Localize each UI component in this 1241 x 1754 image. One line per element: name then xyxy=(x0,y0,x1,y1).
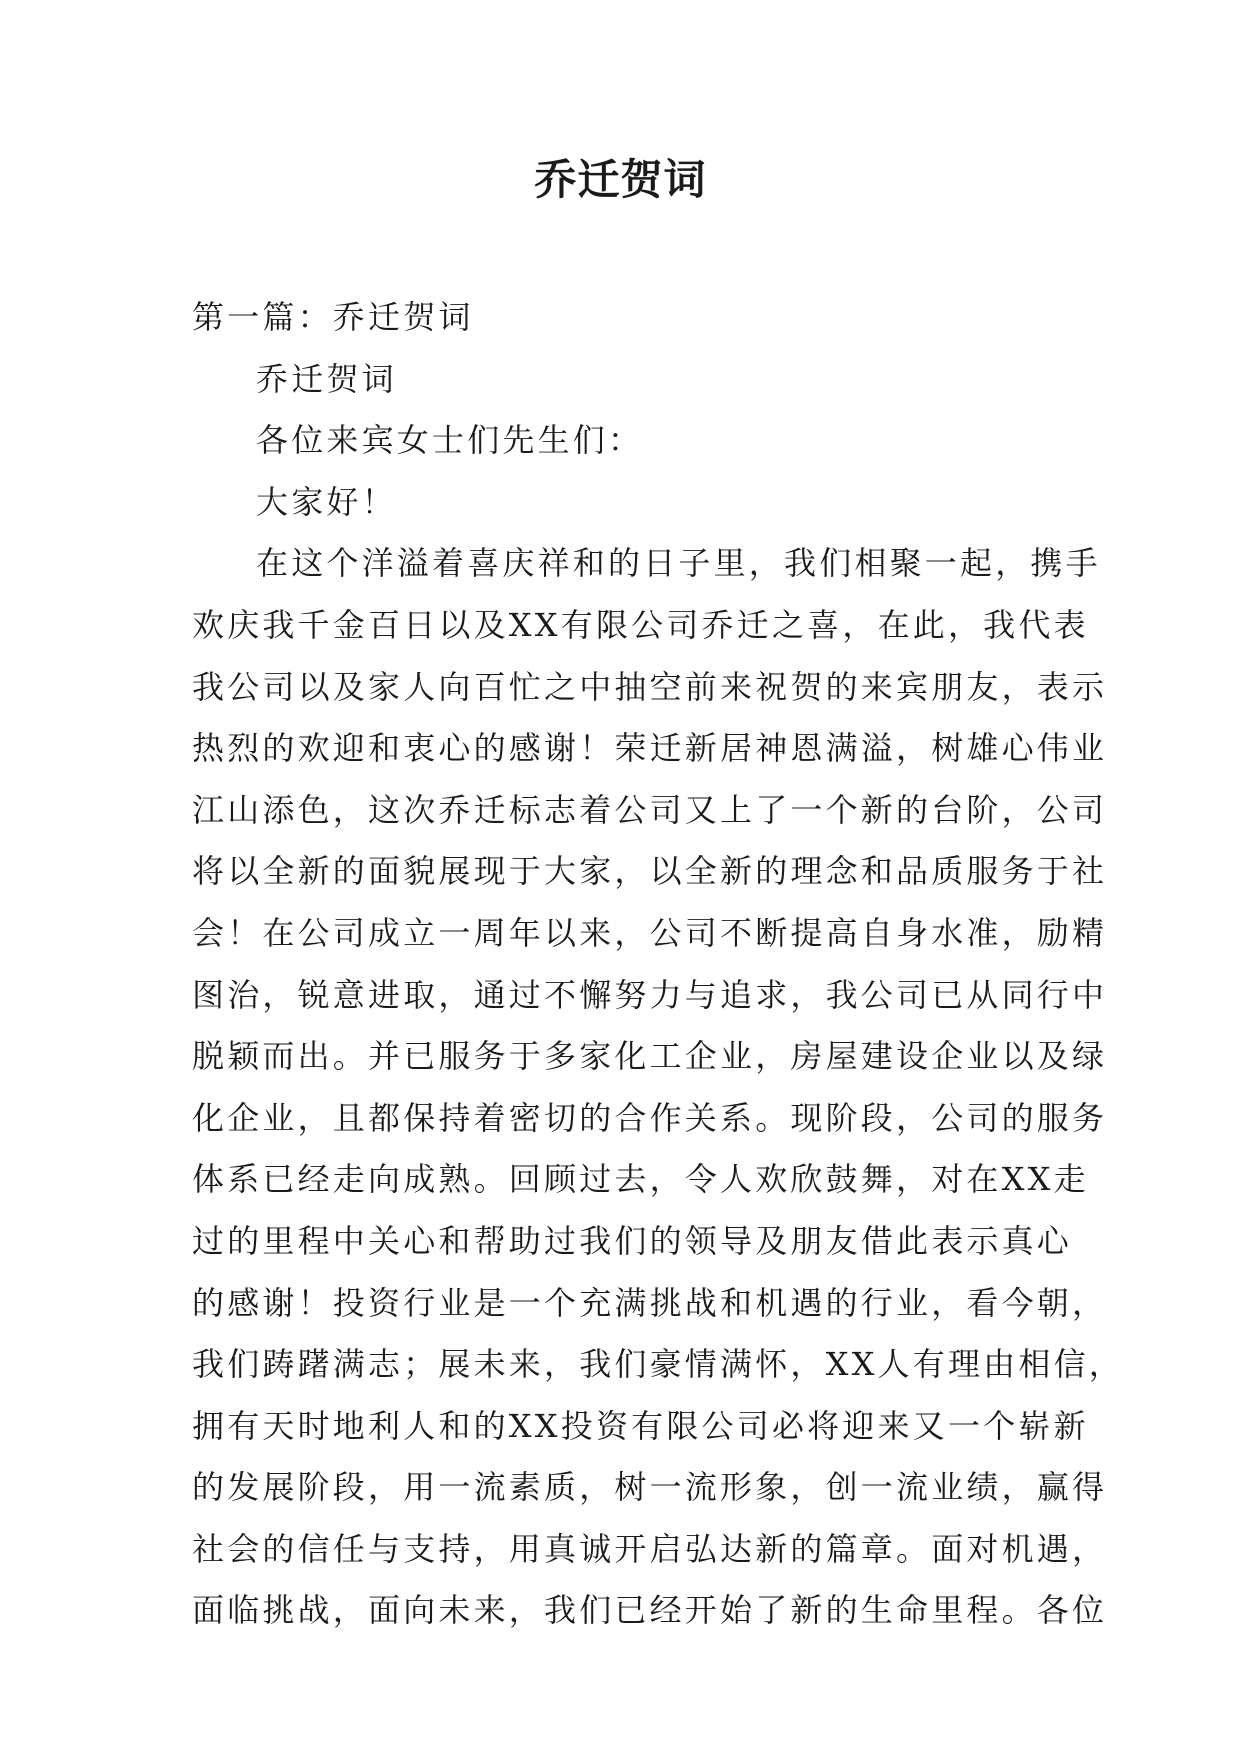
paragraph-line: 面临挑战，面向未来，我们已经开始了新的生命里程。各位 xyxy=(192,1591,1108,1630)
paragraph-line: 化企业，且都保持着密切的合作关系。现阶段，公司的服务 xyxy=(192,1098,1108,1137)
paragraph-line: 过的里程中关心和帮助过我们的领导及朋友借此表示真心 xyxy=(192,1221,1073,1260)
paragraph-line: 在这个洋溢着喜庆祥和的日子里，我们相聚一起，携手 xyxy=(256,544,1101,583)
paragraph-line: 江山添色，这次乔迁标志着公司又上了一个新的台阶，公司 xyxy=(192,790,1108,829)
paragraph-line: 体系已经走向成熟。回顾过去，令人欢欣鼓舞，对在XX走 xyxy=(192,1160,1089,1199)
paragraph-line: 的发展阶段，用一流素质，树一流形象，创一流业绩，赢得 xyxy=(192,1468,1108,1507)
paragraph-line: 热烈的欢迎和衷心的感谢！荣迁新居神恩满溢，树雄心伟业 xyxy=(192,729,1108,768)
paragraph-line: 的感谢！投资行业是一个充满挑战和机遇的行业，看今朝， xyxy=(192,1283,1108,1322)
paragraph-line: 图治，锐意进取，通过不懈努力与追求，我公司已从同行中 xyxy=(192,975,1108,1014)
document-title: 乔迁贺词 xyxy=(534,155,707,204)
paragraph-line: 脱颖而出。并已服务于多家化工企业，房屋建设企业以及绿 xyxy=(192,1037,1108,1076)
subtitle: 乔迁贺词 xyxy=(256,359,397,398)
main-paragraph xyxy=(192,533,1124,1642)
paragraph-line: 会！在公司成立一周年以来，公司不断提高自身水准，励精 xyxy=(192,913,1108,952)
salutation: 各位来宾女士们先生们： xyxy=(256,421,644,460)
paragraph-line: 我们踌躇满志；展未来，我们豪情满怀，XX人有理由相信， xyxy=(192,1345,1124,1384)
section-heading: 第一篇：乔迁贺词 xyxy=(192,298,474,336)
document-body xyxy=(192,287,1124,1642)
greeting: 大家好！ xyxy=(256,482,397,521)
paragraph-line: 社会的信任与支持，用真诚开启弘达新的篇章。面对机遇， xyxy=(192,1529,1108,1568)
paragraph-line: 欢庆我千金百日以及XX有限公司乔迁之喜，在此，我代表 xyxy=(192,605,1089,644)
paragraph-line: 我公司以及家人向百忙之中抽空前来祝贺的来宾朋友，表示 xyxy=(192,667,1108,706)
paragraph-line: 拥有天时地利人和的XX投资有限公司必将迎来又一个崭新 xyxy=(192,1406,1089,1445)
paragraph-line: 将以全新的面貌展现于大家，以全新的理念和品质服务于社 xyxy=(192,852,1108,891)
